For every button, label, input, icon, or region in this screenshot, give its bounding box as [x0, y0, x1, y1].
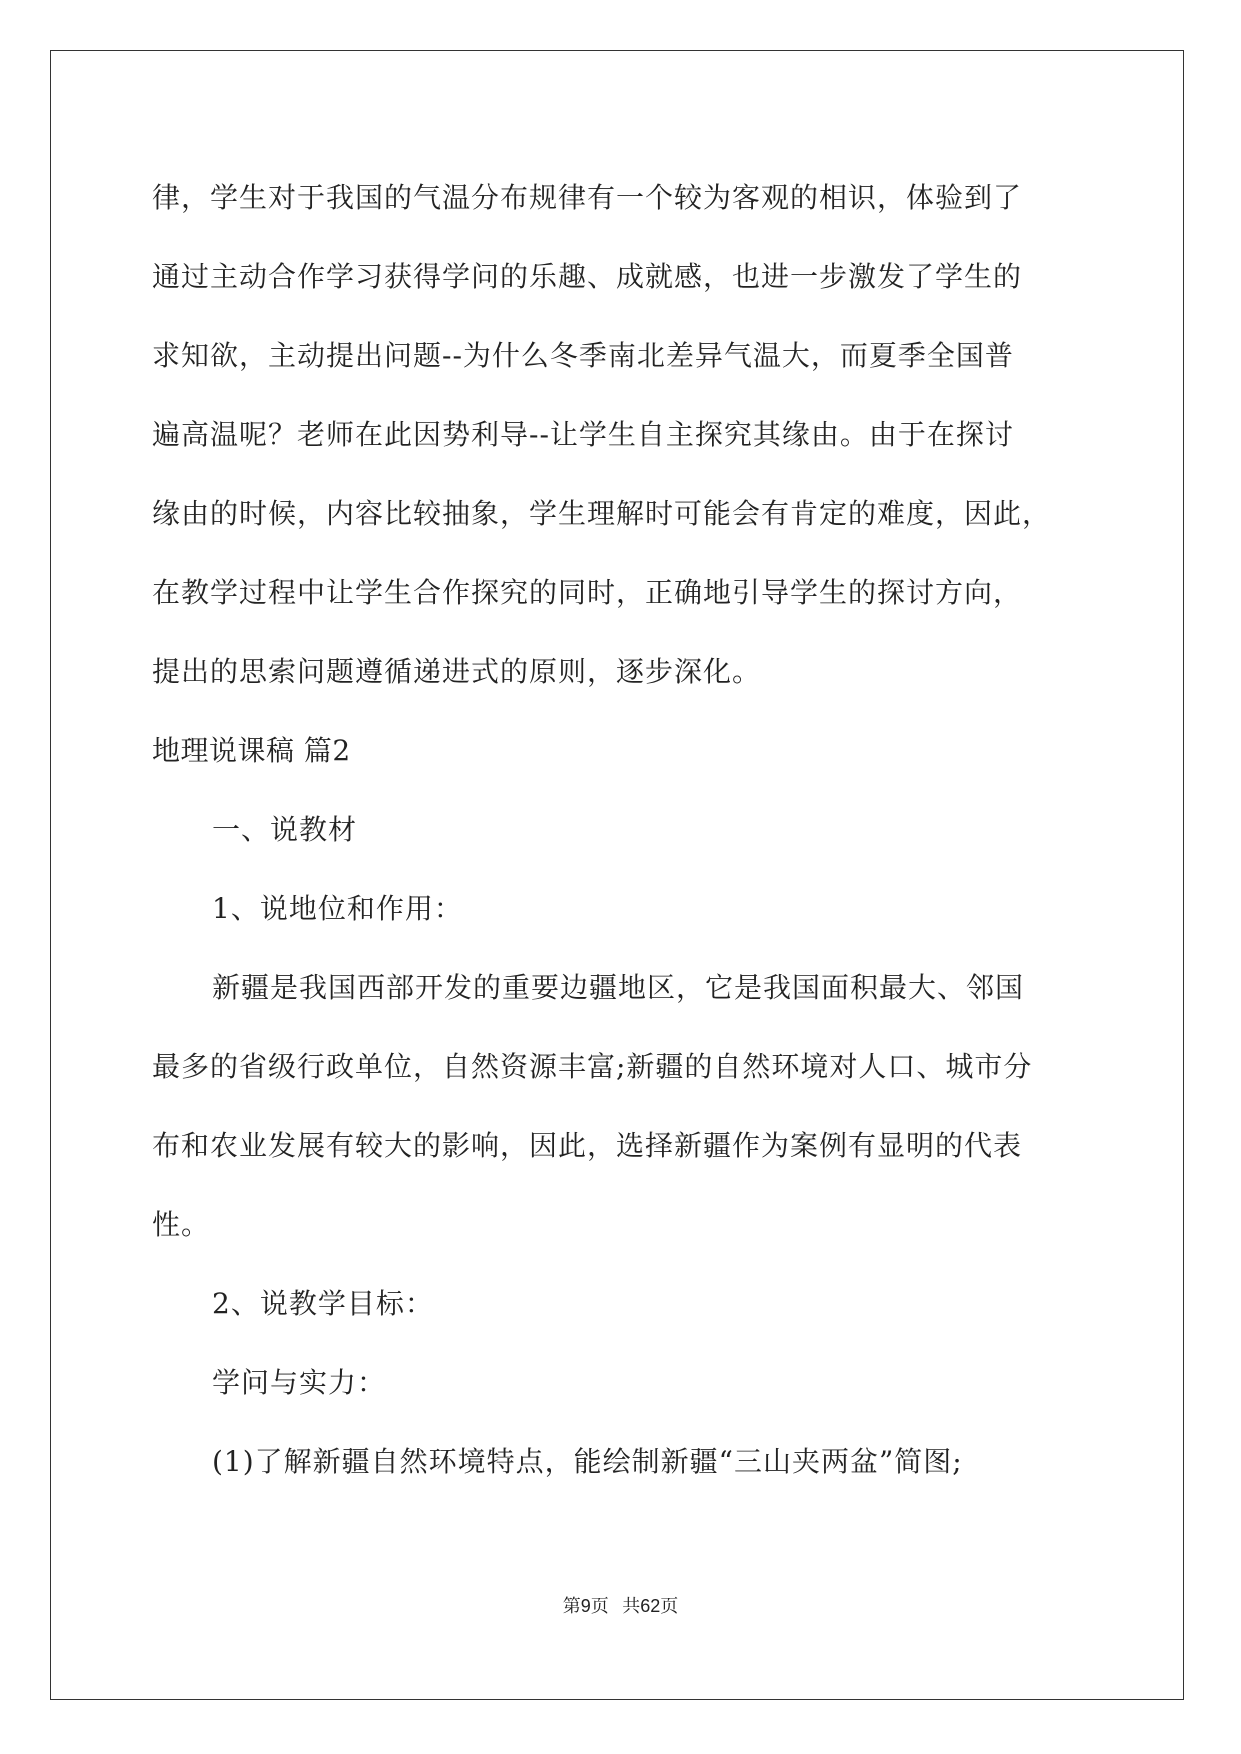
list-item: (1)了解新疆自然环境特点，能绘制新疆“三山夹两盆”简图;	[212, 1445, 963, 1478]
document-body	[152, 158, 1102, 1501]
text-line: 新疆是我国西部开发的重要边疆地区，它是我国面积最大、邻国	[212, 971, 1025, 1004]
page-number: 9	[580, 1596, 591, 1616]
text-line: 提出的思索问题遵循递进式的原则，逐步深化。	[152, 655, 762, 688]
total-pages: 62	[640, 1596, 661, 1616]
text-line: 布和农业发展有较大的影响，因此，选择新疆作为案例有显明的代表	[152, 1129, 1023, 1162]
subsection-heading: 1、说地位和作用：	[212, 892, 463, 925]
footer-page-suffix: 页	[590, 1596, 609, 1616]
text-line: 最多的省级行政单位，自然资源丰富;新疆的自然环境对人口、城市分	[152, 1050, 1033, 1083]
footer-prefix: 第	[562, 1596, 581, 1616]
subsection-heading: 2、说教学目标：	[212, 1287, 434, 1320]
page-footer	[0, 1592, 1241, 1618]
text-line: 学问与实力：	[212, 1366, 387, 1399]
section-heading: 地理说课稿 篇2	[152, 734, 351, 767]
subsection-heading: 一、说教材	[212, 813, 358, 846]
footer-total-suffix: 页	[660, 1596, 679, 1616]
text-line: 通过主动合作学习获得学问的乐趣、成就感，也进一步激发了学生的	[152, 260, 1023, 293]
text-line: 律，学生对于我国的气温分布规律有一个较为客观的相识，体验到了	[152, 181, 1023, 214]
text-line: 在教学过程中让学生合作探究的同时，正确地引导学生的探讨方向，	[152, 576, 1023, 609]
text-line: 遍高温呢？老师在此因势利导--让学生自主探究其缘由。由于在探讨	[152, 418, 1014, 451]
footer-total-prefix: 共	[622, 1596, 641, 1616]
text-line: 缘由的时候，内容比较抽象，学生理解时可能会有肯定的难度，因此，	[152, 497, 1052, 530]
text-line: 性。	[152, 1208, 211, 1241]
text-line: 求知欲，主动提出问题--为什么冬季南北差异气温大，而夏季全国普	[152, 339, 1014, 372]
